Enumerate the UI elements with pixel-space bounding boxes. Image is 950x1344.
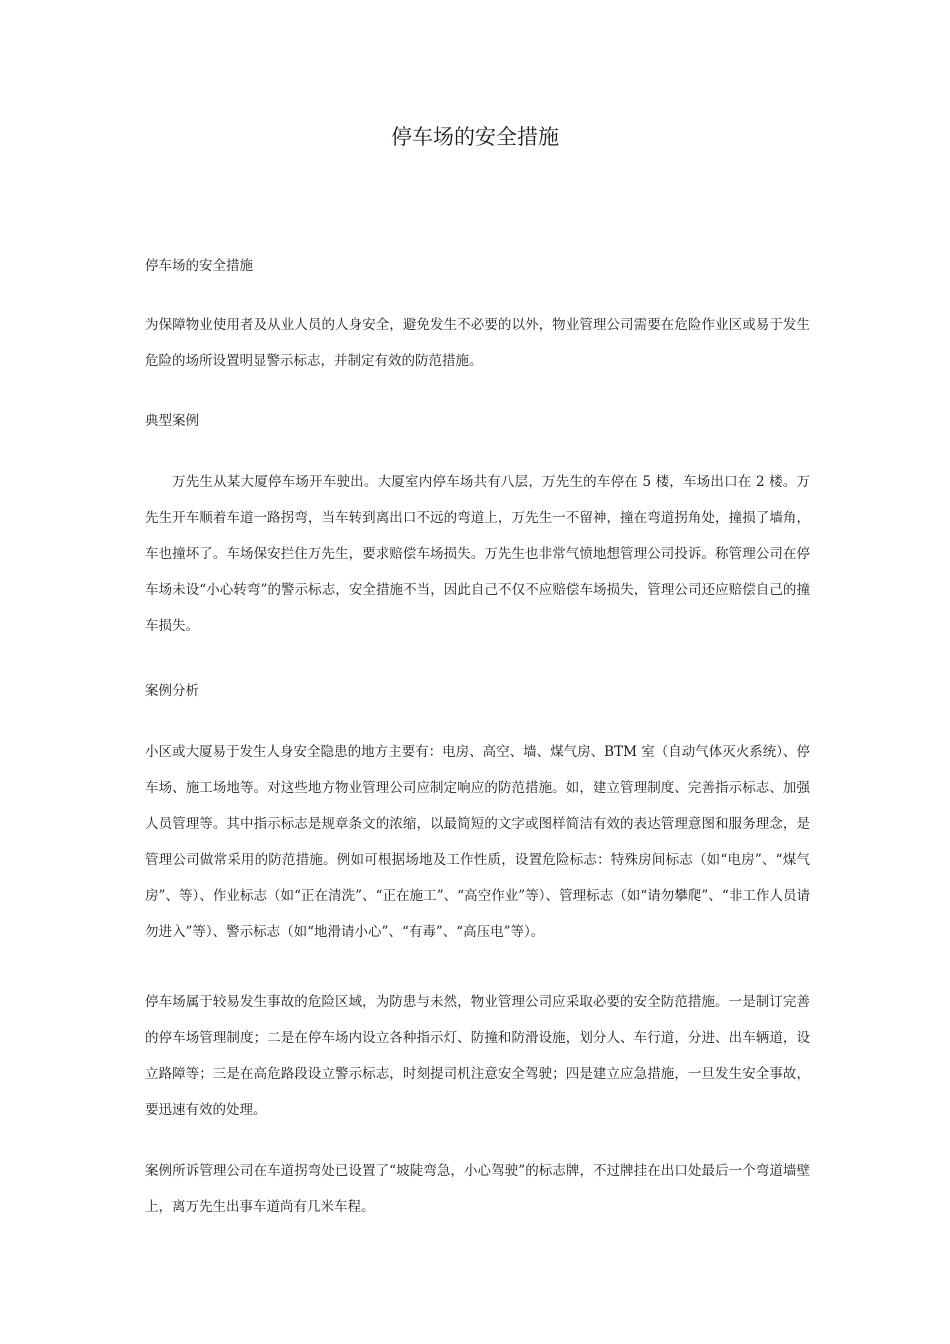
document-title: 停车场的安全措施 — [391, 125, 559, 149]
case-paragraph: 万先生从某大厦停车场开车驶出。大厦室内停车场共有八层，万先生的车停在 5 楼，车场出口在 2 楼。万先生开车顺着车道一路拐弯，当车转到离出口不远的弯道上，万先生一不留神，撞在弯道拐角处，撞损了墙角，车也撞坏了。车场保安拦住万先生，要求赔偿车场损失。万先生也非常气愤地想管理公司投诉。称管理公司在停车场未设“小心转弯”的警示标志，安全措施不当，因此自己不仅不应赔偿车场损失，管理公司还应赔偿自己的撞车损失。 — [145, 474, 810, 634]
analysis-paragraph-2: 停车场属于较易发生事故的危险区域，为防患与未然，物业管理公司应采取必要的安全防范措施。一是制订完善的停车场管理制度；二是在停车场内设立各种指示灯、防撞和防滑设施，划分人、车行道，分进、出车辆道，设立路障等；三是在高危路段设立警示标志，时刻提司机注意安全驾驶；四是建立应急措施，一旦发生安全事故，要迅速有效的处理。 — [145, 994, 810, 1118]
section-heading-typical-case: 典型案例 — [145, 413, 199, 429]
section-heading-case-analysis: 案例分析 — [145, 683, 199, 699]
section-heading-safety-measures: 停车场的安全措施 — [145, 258, 253, 274]
analysis-paragraph-3: 案例所诉管理公司在车道拐弯处已设置了“坡陡弯急，小心驾驶”的标志牌，不过牌挂在出口处最后一个弯道墙壁上，离万先生出事车道尚有几米车程。 — [145, 1163, 810, 1215]
analysis-paragraph-1: 小区或大厦易于发生人身安全隐患的地方主要有：电房、高空、墙、煤气房、BTM 室（自动气体灭火系统）、停车场、施工场地等。对这些地方物业管理公司应制定响应的防范措施。如，建立管理制度、完善指示标志、加强人员管理等。其中指示标志是规章条文的浓缩，以最简短的文字或图样简洁有效的表达管理意图和服务理念，是管理公司做常采用的防范措施。例如可根据场地及工作性质，设置危险标志：特殊房间标志（如“电房”、“煤气房”、等）、作业标志（如“正在清洗”、“正在施工”、“高空作业”等）、管理标志（如“请勿攀爬”、“非工作人员请勿进入”等）、警示标志（如“地滑请小心”、“有毒”、“高压电”等）。 — [145, 744, 810, 940]
intro-paragraph: 为保障物业使用者及从业人员的人身安全，避免发生不必要的以外，物业管理公司需要在危险作业区或易于发生危险的场所设置明显警示标志，并制定有效的防范措施。 — [145, 317, 810, 369]
